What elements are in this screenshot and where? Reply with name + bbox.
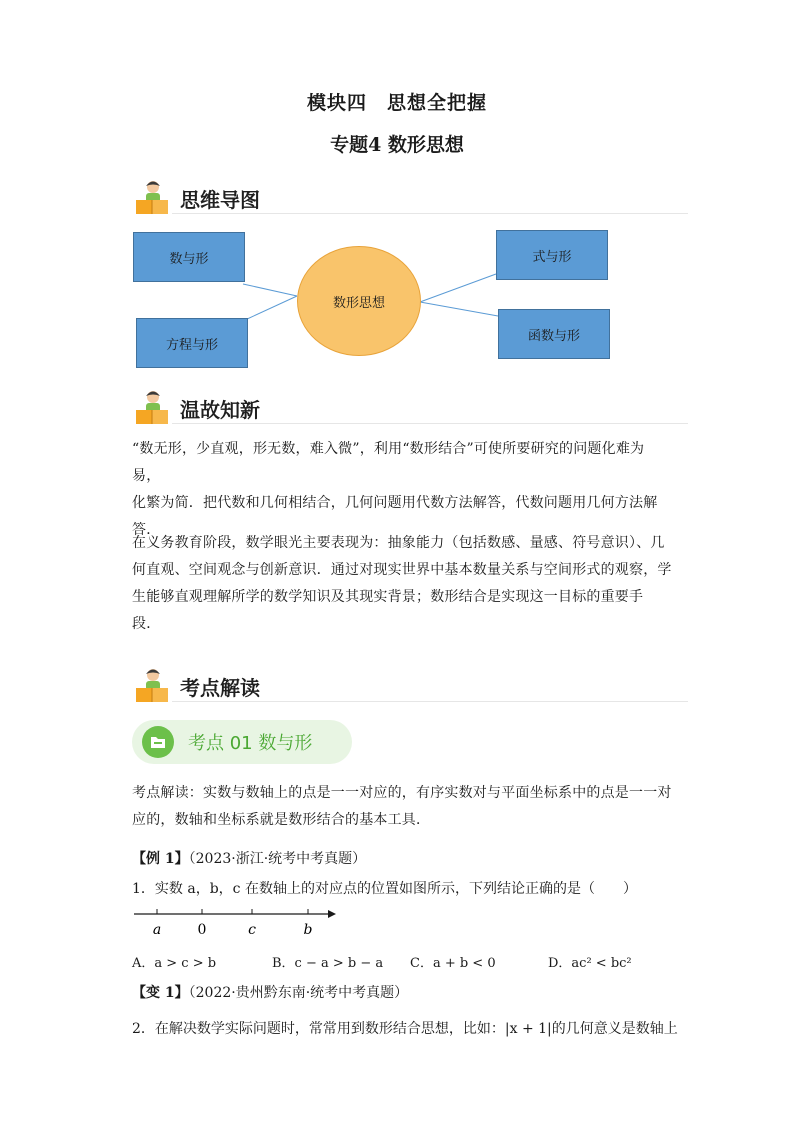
- module-title: 模块四 思想全把握: [306, 92, 487, 114]
- option-c: C．a + b < 0: [410, 956, 496, 971]
- divider: [172, 701, 688, 702]
- axis-label-c: c: [248, 922, 256, 938]
- variant-source: （2022·贵州黔东南·统考中考真题）: [188, 985, 409, 1001]
- number-line: [132, 906, 342, 940]
- kaodian-intro: 考点解读：实数与数轴上的点是一一对应的，有序实数对与平面坐标系中的点是一一对 应的，数轴和坐标系就是数形结合的基本工具．: [132, 785, 672, 828]
- review-paragraph-2: 在义务教育阶段，数学眼光主要表现为：抽象能力（包括数感、量感、符号意识）、几 何直观、空间观念与创新意识．通过对现实世界中基本数量关系与空间形式的观察，学 生能够直观理解所学的数学知识及其现实背景；数形结合是实现这一目标的重要手 段．: [132, 535, 672, 632]
- folder-icon: [142, 726, 174, 758]
- mindmap-center-node: 数形思想: [297, 246, 421, 356]
- question-1: 1．实数 a，b，c 在数轴上的对应点的位置如图所示，下列结论正确的是（ ）: [132, 881, 637, 897]
- section-mindmap: [132, 178, 688, 218]
- variant-tag: 【变 1】: [132, 985, 189, 1001]
- section-analysis: [132, 666, 688, 706]
- section-title: 考点解读: [180, 676, 260, 700]
- axis-label-b: b: [303, 922, 313, 938]
- axis-label-a: a: [152, 922, 162, 938]
- option-d: D．ac² < bc²: [548, 956, 632, 971]
- reading-student-icon: [132, 666, 172, 706]
- example-tag: 【例 1】: [132, 851, 189, 867]
- mindmap-node-left-bottom: 方程与形: [136, 318, 248, 368]
- section-review: [132, 388, 688, 428]
- option-a: A．a > c > b: [132, 956, 217, 971]
- arrow-right-icon: [328, 910, 336, 918]
- topic-title: 专题4 数形思想: [330, 134, 464, 156]
- divider: [172, 423, 688, 424]
- mindmap-node-right-top: 式与形: [496, 230, 608, 280]
- section-title: 温故知新: [180, 398, 260, 422]
- option-b: B．c − a > b − a: [272, 956, 384, 971]
- kaodian-pill: [132, 720, 352, 764]
- review-paragraph-1: “数无形，少直观，形无数，难入微”，利用“数形结合”可使所要研究的问题化难为易， 化繁为简．把代数和几何相结合，几何问题用代数方法解答，代数问题用几何方法解 答．: [132, 441, 658, 538]
- mindmap-node-left-top: 数与形: [133, 232, 245, 282]
- question-2: 2．在解决数学实际问题时，常常用到数形结合思想，比如：|x + 1|的几何意义是数轴上: [132, 1021, 678, 1037]
- mindmap-node-right-bottom: 函数与形: [498, 309, 610, 359]
- example-source: （2023·浙江·统考中考真题）: [188, 851, 367, 867]
- section-title: 思维导图: [180, 188, 260, 212]
- axis-label-0: 0: [197, 922, 207, 938]
- reading-student-icon: [132, 388, 172, 428]
- kaodian-label: 考点 01 数与形: [188, 733, 313, 754]
- example-1-heading: [132, 848, 366, 868]
- variant-1-heading: [132, 982, 408, 1002]
- divider: [172, 213, 688, 214]
- reading-student-icon: [132, 178, 172, 218]
